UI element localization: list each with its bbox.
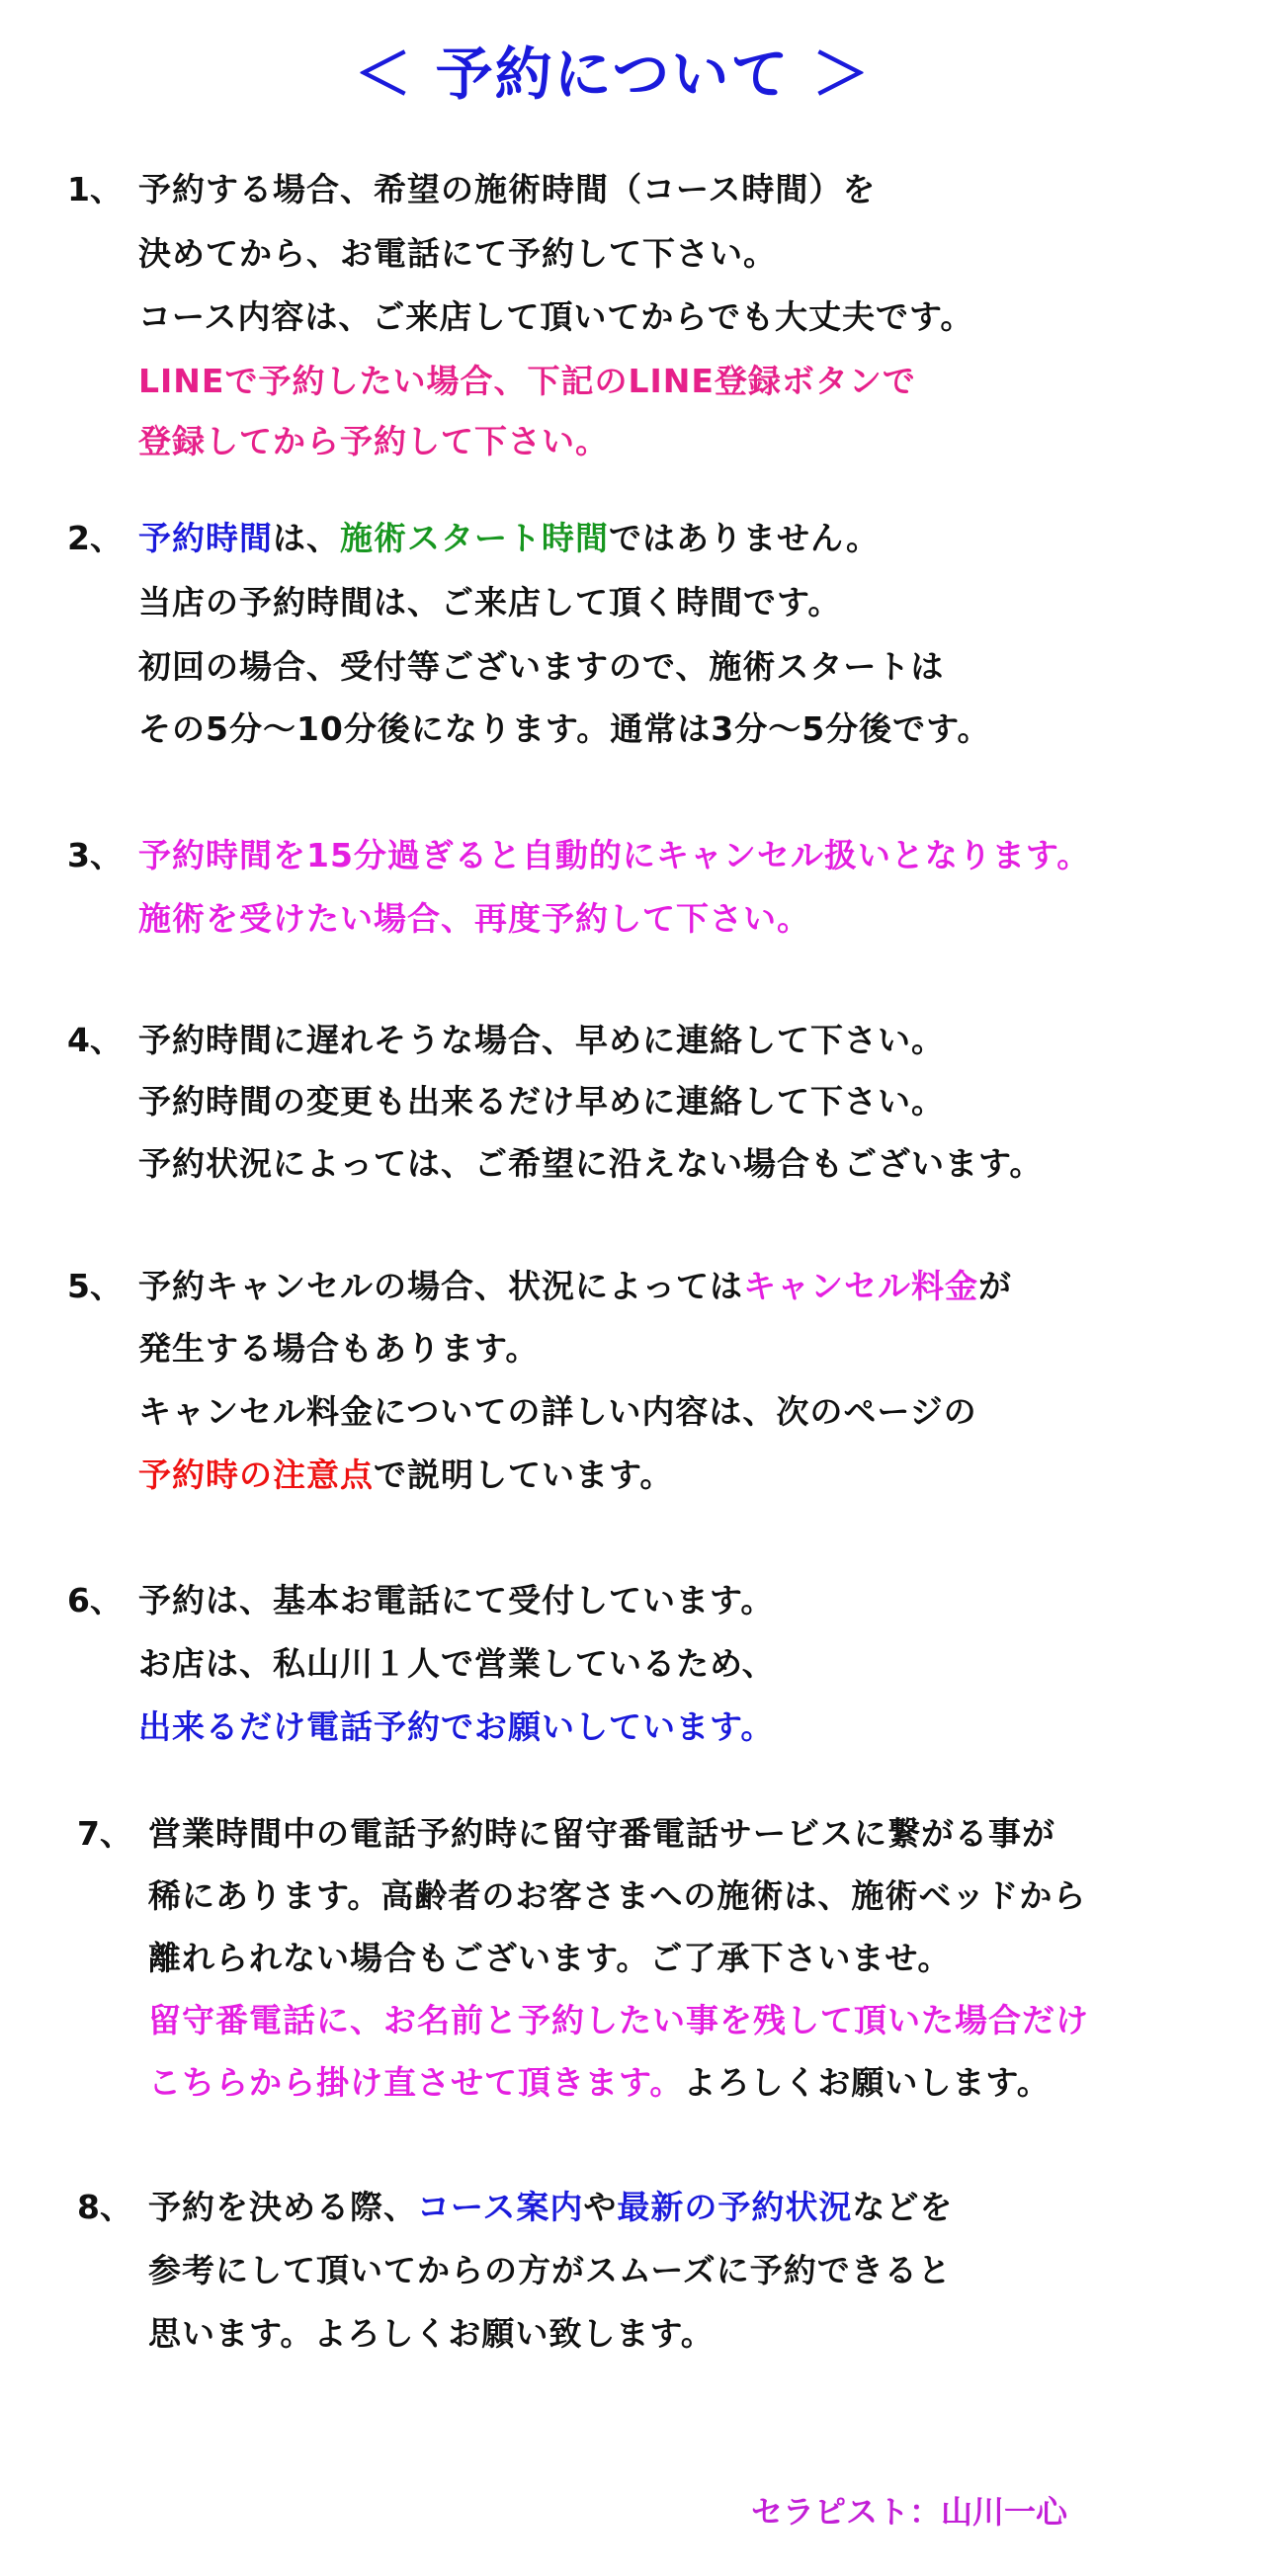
rule-text: お店は、私山川１人で営業しているため、 — [138, 1644, 776, 1683]
rule-text: で説明しています。 — [374, 1455, 674, 1494]
rule-text: 予約時の注意点 — [138, 1455, 374, 1494]
rule-text: 参考にして頂いてからの方がスムーズに予約できると — [148, 2251, 952, 2289]
rule-number: 6、 — [67, 1581, 123, 1620]
rule-line — [138, 1581, 774, 1620]
rule-line — [148, 2188, 953, 2227]
rule-number: 7、 — [77, 1814, 132, 1853]
rule-line — [138, 1144, 1043, 1184]
rule-line — [138, 362, 916, 401]
rule-text: 予約する場合、希望の施術時間（コース時間）を — [138, 170, 877, 208]
rule-text: ではありません。 — [609, 519, 880, 557]
therapist-signature: セラピスト：山川一心 — [751, 2493, 1068, 2531]
rule-line — [138, 1267, 1012, 1306]
rule-text: 予約状況によっては、ご希望に沿えない場合もございます。 — [138, 1144, 1044, 1183]
rule-line — [138, 1329, 539, 1369]
rule-line — [138, 297, 973, 337]
rule-text: 当店の予約時間は、ご来店して頂く時間です。 — [138, 583, 842, 622]
rule-line — [138, 899, 810, 939]
rule-line — [138, 647, 944, 687]
rule-number: 5、 — [67, 1267, 123, 1305]
rule-text: 施術スタート時間 — [340, 519, 609, 557]
rule-text: 予約時間の変更も出来るだけ早めに連絡して下さい。 — [138, 1082, 945, 1121]
rule-line — [138, 1644, 776, 1684]
rule-number: 1、 — [67, 170, 123, 208]
rule-text: 予約は、基本お電話にて受付しています。 — [138, 1581, 775, 1620]
rule-text: 思います。よろしくお願い致します。 — [148, 2314, 715, 2353]
rule-line — [148, 1939, 951, 1978]
rule-line — [148, 2314, 715, 2354]
rule-text: 決めてから、お電話にて予約して下さい。 — [138, 234, 777, 273]
rule-number: 3、 — [67, 836, 123, 874]
rule-line — [148, 1814, 1055, 1854]
rule-line — [138, 709, 991, 749]
rule-line — [138, 170, 876, 209]
rule-text: 予約キャンセルの場合、状況によっては — [138, 1267, 743, 1305]
rule-text: 登録してから予約して下さい。 — [138, 422, 609, 460]
rule-text: LINEで予約したい場合、下記のLINE登録ボタンで — [138, 362, 916, 400]
rule-number: 4、 — [67, 1021, 123, 1059]
rule-text: 予約時間に遅れそうな場合、早めに連絡して下さい。 — [138, 1021, 945, 1059]
rule-text: その5分～10分後になります。通常は3分～5分後です。 — [138, 709, 991, 748]
rule-text: 予約時間を15分過ぎると自動的にキャンセル扱いとなります。 — [138, 836, 1091, 874]
rule-text: 出来るだけ電話予約でお願いしています。 — [138, 1707, 775, 1746]
rule-line — [138, 1707, 774, 1747]
rule-text: コース内容は、ご来店して頂いてからでも大丈夫です。 — [138, 297, 974, 336]
rule-text: 最新の予約状況 — [617, 2188, 853, 2226]
rule-text: 離れられない場合もございます。ご了承下さいませ。 — [148, 1939, 952, 1977]
rule-text: こちらから掛け直させて頂きます。 — [148, 2063, 684, 2102]
rule-line — [148, 1876, 1086, 1916]
rule-line — [138, 836, 1090, 875]
rule-line — [148, 2063, 1051, 2103]
rule-text: キャンセル料金 — [743, 1267, 978, 1305]
rule-line — [138, 234, 777, 274]
rule-line — [138, 1082, 945, 1122]
rule-text: などを — [852, 2188, 954, 2226]
rule-line — [138, 422, 609, 461]
rule-text: が — [978, 1267, 1012, 1305]
rule-text: 初回の場合、受付等ございますので、施術スタートは — [138, 647, 945, 686]
rule-text: よろしくお願いします。 — [683, 2063, 1051, 2102]
rule-line — [138, 583, 841, 623]
rule-text: 営業時間中の電話予約時に留守番電話サービスに繋がる事が — [148, 1814, 1055, 1853]
rule-text: 留守番電話に、お名前と予約したい事を残して頂いた場合だけ — [148, 2001, 1089, 2039]
rule-text: 予約を決める際、 — [148, 2188, 417, 2226]
rule-line — [138, 519, 880, 558]
rule-text: 稀にあります。高齢者のお客さまへの施術は、施術ベッドから — [148, 1876, 1087, 1915]
rule-line — [138, 1392, 977, 1432]
rule-line — [148, 2001, 1089, 2040]
page-title: ＜ 予約について ＞ — [354, 41, 872, 108]
rule-text: コース案内 — [417, 2188, 584, 2226]
rule-number: 8、 — [77, 2188, 132, 2226]
rule-line — [138, 1455, 673, 1495]
rule-text: 予約時間 — [138, 519, 273, 557]
rule-text: キャンセル料金についての詳しい内容は、次のページの — [138, 1392, 977, 1431]
rule-text: 施術を受けたい場合、再度予約して下さい。 — [138, 899, 810, 938]
rule-text: や — [583, 2188, 618, 2226]
rule-text: は、 — [273, 519, 340, 557]
rule-number: 2、 — [67, 519, 123, 557]
rule-line — [148, 2251, 952, 2290]
rule-text: 発生する場合もあります。 — [138, 1329, 540, 1368]
rule-line — [138, 1021, 945, 1060]
